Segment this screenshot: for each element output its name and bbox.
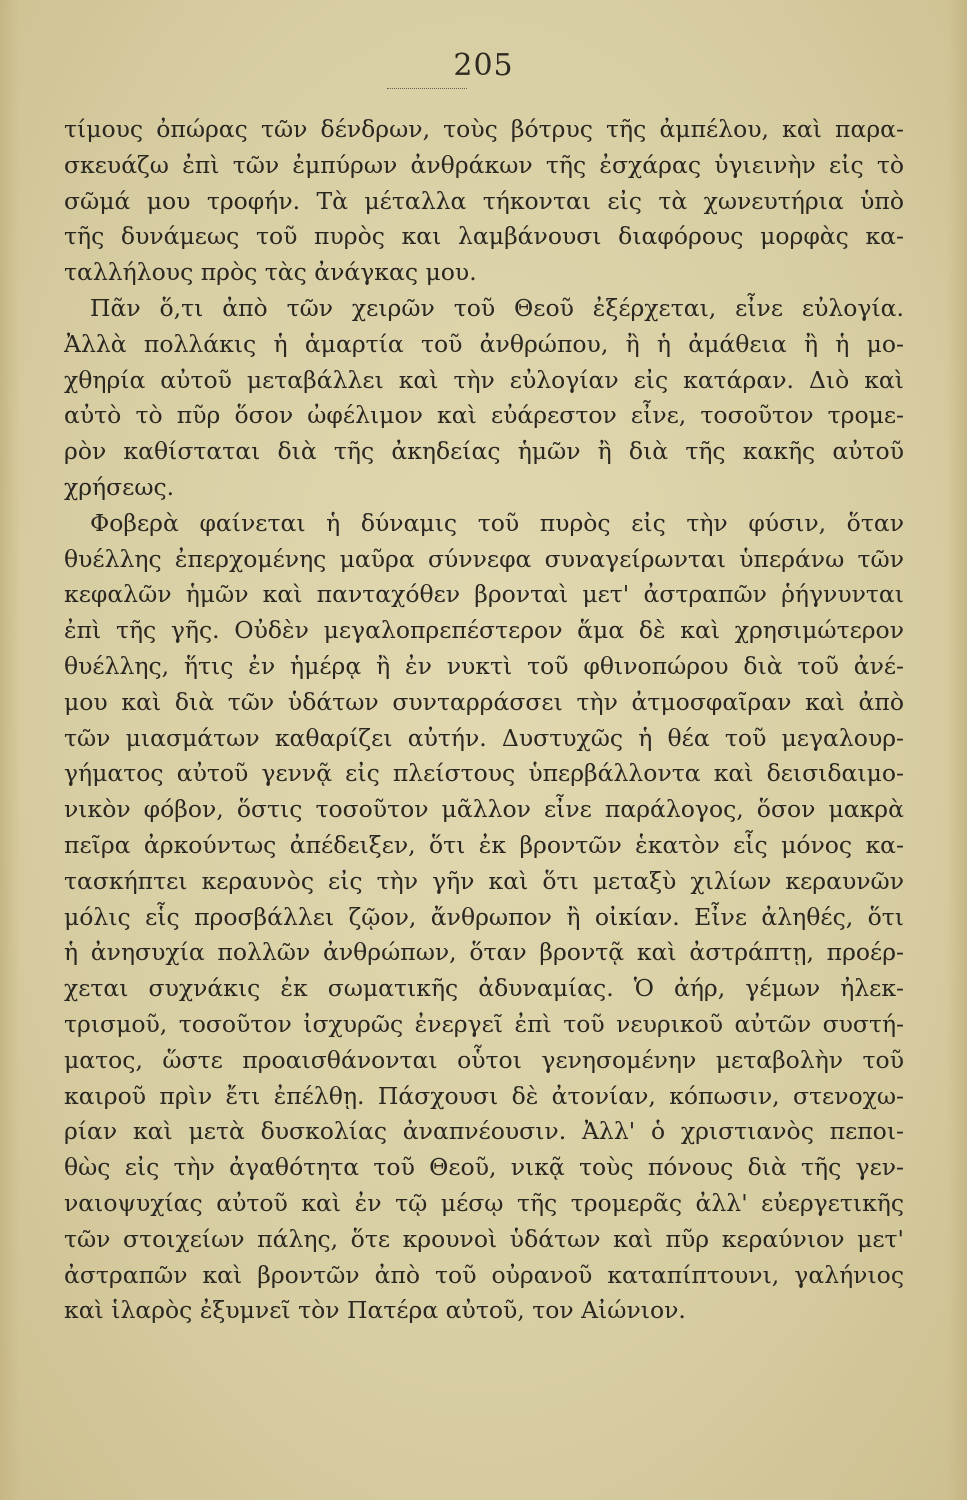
text-line: τῶν στοιχείων πάλης, ὅτε κρουνοὶ ὑδάτων καὶ πῦρ κεραύνιον μετ' xyxy=(64,1224,904,1253)
text-line: Ἀλλὰ πολλάκις ἡ ἁμαρτία τοῦ ἀνθρώπου, ἢ ἡ ἀμάθεια ἢ ἡ μο- xyxy=(64,329,904,358)
text-line: ρίαν καὶ μετὰ δυσκολίας ἀναπνέουσιν. Ἀλλ' ὁ χριστιανὸς πεποι- xyxy=(64,1117,904,1146)
text-line: ἐπὶ τῆς γῆς. Οὐδὲν μεγαλοπρεπέστερον ἅμα δὲ καὶ χρησιμώτερον xyxy=(64,616,904,645)
text-line: τῆς δυνάμεως τοῦ πυρὸς και λαμβάνουσι διαφόρους μορφὰς κα- xyxy=(64,222,904,251)
text-line: τασκήπτει κεραυνὸς εἰς τὴν γῆν καὶ ὅτι μεταξὺ χιλίων κεραυνῶν xyxy=(64,866,904,895)
text-line: χεται συχνάκις ἐκ σωματικῆς ἀδυναμίας. Ὁ ἀήρ, γέμων ἠλεκ- xyxy=(64,974,904,1003)
text-line: τῶν μιασμάτων καθαρίζει αὐτήν. Δυστυχῶς ἡ θέα τοῦ μεγαλουρ- xyxy=(64,723,904,752)
text-line: γήματος αὐτοῦ γεννᾷ εἰς πλείστους ὑπερβάλλοντα καὶ δεισιδαιμο- xyxy=(64,759,904,788)
paragraph xyxy=(64,506,904,1329)
text-line: χθηρία αὐτοῦ μεταβάλλει καὶ τὴν εὐλογίαν εἰς κατάραν. Διὸ καὶ xyxy=(64,365,904,394)
text-line: Φοβερὰ φαίνεται ἡ δύναμις τοῦ πυρὸς εἰς τὴν φύσιν, ὅταν xyxy=(90,508,904,537)
paragraph xyxy=(64,291,904,506)
text-line: μου καὶ διὰ τῶν ὑδάτων συνταρράσσει τὴν ἀτμοσφαῖραν καὶ ἀπὸ xyxy=(64,687,904,716)
text-line: τρισμοῦ, τοσοῦτον ἰσχυρῶς ἐνεργεῖ ἐπὶ τοῦ νευρικοῦ αὐτῶν συστή- xyxy=(64,1009,904,1038)
body-text xyxy=(64,112,904,1329)
text-line: μόλις εἷς προσβάλλει ζῷον, ἄνθρωπον ἢ οἰκίαν. Εἶνε ἀληθές, ὅτι xyxy=(64,902,904,931)
text-line: ναιοψυχίας αὐτοῦ καὶ ἐν τῷ μέσῳ τῆς τρομερᾶς ἀλλ' εὐεργετικῆς xyxy=(64,1188,904,1217)
paragraph xyxy=(64,112,904,291)
page-number-rule xyxy=(387,88,467,89)
text-line: αὐτὸ τὸ πῦρ ὅσον ὠφέλιμον καὶ εὐάρεστον εἶνε, τοσοῦτον τρομε- xyxy=(64,401,904,430)
text-line: σκευάζω ἐπὶ τῶν ἐμπύρων ἀνθράκων τῆς ἐσχάρας ὑγιεινὴν εἰς τὸ xyxy=(64,150,904,179)
page-right-edge-shadow xyxy=(947,0,967,1500)
text-line: νικὸν φόβον, ὅστις τοσοῦτον μᾶλλον εἶνε παράλογος, ὅσον μακρὰ xyxy=(64,795,904,824)
page-number: 205 xyxy=(453,48,514,83)
text-line: θυέλλης, ἥτις ἐν ἡμέρᾳ ἢ ἐν νυκτὶ τοῦ φθινοπώρου διὰ τοῦ ἀνέ- xyxy=(64,651,904,680)
text-line: χρήσεως. xyxy=(64,472,175,501)
text-line: ἡ ἀνησυχία πολλῶν ἀνθρώπων, ὅταν βροντᾷ καὶ ἀστράπτῃ, προέρ- xyxy=(64,938,904,967)
text-line: ρὸν καθίσταται διὰ τῆς ἀκηδείας ἡμῶν ἢ διὰ τῆς κακῆς αὐτοῦ xyxy=(64,437,904,466)
page-left-edge-shadow xyxy=(0,0,20,1500)
text-line: πεῖρα ἀρκούντως ἀπέδειξεν, ὅτι ἐκ βροντῶν ἑκατὸν εἷς μόνος κα- xyxy=(64,830,904,859)
text-line: τίμους ὀπώρας τῶν δένδρων, τοὺς βότρυς τῆς ἀμπέλου, καὶ παρα- xyxy=(64,115,904,143)
text-line: σῶμά μου τροφήν. Τὰ μέταλλα τήκονται εἰς τὰ χωνευτήρια ὑπὸ xyxy=(64,186,904,215)
text-line: ταλλήλους πρὸς τὰς ἀνάγκας μου. xyxy=(64,258,477,287)
text-line: ματος, ὥστε προαισθάνονται οὗτοι γενησομένην μεταβολὴν τοῦ xyxy=(64,1045,904,1074)
text-line: καὶ ἱλαρὸς ἐξυμνεῖ τὸν Πατέρα αὐτοῦ, τον Αἰώνιον. xyxy=(64,1296,686,1325)
text-line: ἀστραπῶν καὶ βροντῶν ἀπὸ τοῦ οὐρανοῦ καταπίπτουνι, γαλήνιος xyxy=(64,1260,904,1289)
text-line: Πᾶν ὅ,τι ἀπὸ τῶν χειρῶν τοῦ Θεοῦ ἐξέρχεται, εἶνε εὐλογία. xyxy=(90,293,904,322)
text-line: καιροῦ πρὶν ἔτι ἐπέλθῃ. Πάσχουσι δὲ ἀτονίαν, κόπωσιν, στενοχω- xyxy=(64,1081,904,1110)
text-line: θὼς εἰς τὴν ἀγαθότητα τοῦ Θεοῦ, νικᾷ τοὺς πόνους διὰ τῆς γεν- xyxy=(64,1153,904,1182)
text-line: θυέλλης ἐπερχομένης μαῦρα σύννεφα συναγείρωνται ὑπεράνω τῶν xyxy=(64,544,904,573)
text-line: κεφαλῶν ἡμῶν καὶ πανταχόθεν βρονταὶ μετ' ἀστραπῶν ῥήγνυνται xyxy=(64,580,904,609)
